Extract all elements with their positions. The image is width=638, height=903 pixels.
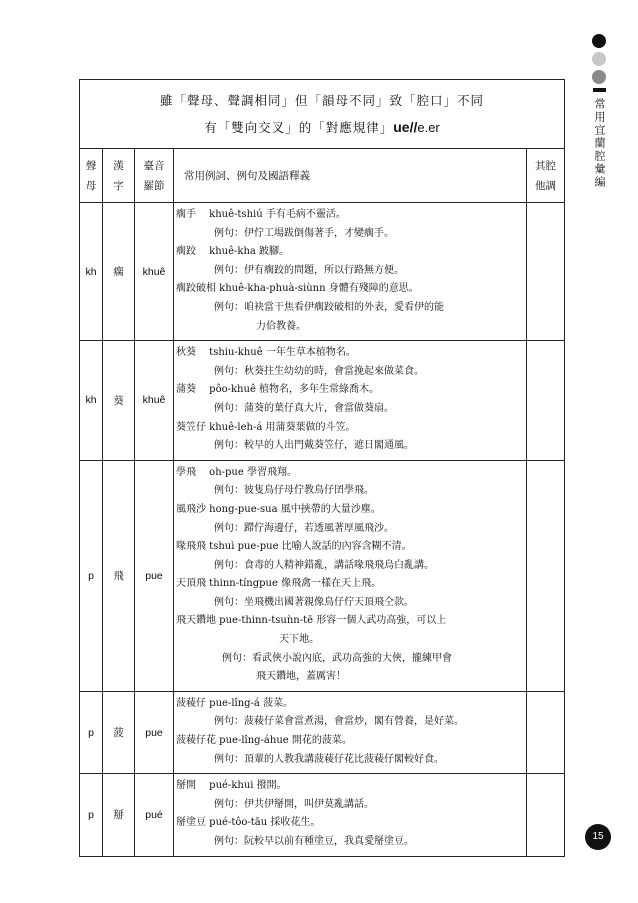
example-line: 天頂飛 thinn-tíngpue 像飛禽一樣在天上飛。 — [176, 578, 382, 590]
title-line-1: 雖「聲母、聲調相同」但「韻母不同」致「腔口」不同 — [159, 93, 484, 108]
example-line: 例句：蒲葵的葉仔真大片，會當做葵扇。 — [214, 402, 394, 414]
example-line: 例句：伊共伊掰開，叫伊莫亂講話。 — [214, 798, 374, 810]
side-tab — [586, 34, 612, 189]
example-line: 菠薐仔 pue-lîng-á 菠菜。 — [176, 697, 294, 709]
header-examples: 常用例詞、例句及國語釋義 — [174, 149, 527, 203]
row-other — [526, 691, 564, 773]
row-roman: pue — [135, 460, 174, 691]
table-row — [80, 460, 565, 691]
table-row — [80, 774, 565, 856]
row-roman: khuê — [135, 203, 174, 341]
example-line: 瘸跤破相 khuê-kha-phuà-siùnn 身體有殘障的意思。 — [176, 283, 419, 295]
row-examples — [174, 691, 527, 773]
row-roman: khuê — [135, 341, 174, 461]
example-line: 例句：頂輩的人教我講菠薐仔花比菠薐仔閣較好食。 — [214, 753, 444, 765]
vocab-table — [79, 79, 565, 857]
table-row — [80, 691, 565, 773]
example-line: 例句：菠薐仔菜會當煮湯，會當炒，閣有營養，是好菜。 — [214, 716, 464, 728]
example-line: 例句：坐飛機出國著親像鳥仔佇天頂飛仝款。 — [214, 596, 414, 608]
example-line: 瘸手 khuê-tshiú 手有毛病不靈活。 — [176, 209, 346, 220]
row-other — [526, 460, 564, 691]
example-line: 菠薐仔花 pue-lîng-áhue 開花的菠菜。 — [176, 735, 352, 747]
page-number: 15 — [585, 824, 611, 850]
example-line: 掰塗豆 pué-tôo-tāu 採收花生。 — [176, 817, 321, 829]
example-line: 天下地。 — [256, 634, 320, 646]
header-other-bottom: 他調 — [534, 179, 556, 192]
row-roman: pue — [135, 691, 174, 773]
row-other — [526, 203, 564, 341]
row-other — [526, 341, 564, 461]
title-line-2-suffix: e.er — [417, 120, 440, 135]
header-initial — [80, 149, 103, 203]
header-roman — [135, 149, 174, 203]
row-examples — [174, 460, 527, 691]
row-hanzi: 掰 — [103, 774, 135, 856]
example-line: 例句：彼隻鳥仔母佇教鳥仔囝學飛。 — [214, 485, 374, 497]
book-title-vertical: 常用宜蘭腔彙編 — [593, 98, 606, 189]
row-initial: kh — [80, 341, 103, 461]
example-line: 例句：阮較早以前有種塗豆，我真愛掰塗豆。 — [214, 836, 414, 847]
header-char-top: 漢 — [113, 159, 124, 172]
example-line: 瘸跤 khuê-kha 跛腳。 — [176, 246, 290, 258]
example-line: 秋葵 tshiu-khuê 一年生草本植物名。 — [176, 347, 356, 359]
row-examples — [174, 774, 527, 856]
row-initial: p — [80, 691, 103, 773]
example-line: 蒲葵 pôo-khuê 植物名，多年生常綠喬木。 — [176, 384, 380, 396]
dot-gray — [592, 70, 606, 84]
example-line: 例句：較早的人出門戴葵笠仔，遮日閣通風。 — [214, 440, 414, 452]
row-initial: kh — [80, 203, 103, 341]
header-initial-top: 聲 — [85, 159, 97, 172]
example-line: 例句：伊佇工場跋倒傷著手，才變瘸手。 — [214, 227, 394, 239]
header-other — [526, 149, 564, 203]
table-row — [80, 341, 565, 461]
row-roman: pué — [135, 774, 174, 856]
row-hanzi: 飛 — [103, 460, 135, 691]
title-line-2-prefix: 有「雙向交叉」的「對應規律」 — [204, 120, 394, 135]
table-title — [80, 80, 565, 149]
row-other — [526, 774, 564, 856]
example-line: 例句：伊有瘸跤的問題，所以行路無方便。 — [214, 264, 404, 276]
divider-bar — [593, 88, 606, 92]
table-row — [80, 203, 565, 341]
header-char — [103, 149, 135, 203]
title-line-2-bold: ue// — [393, 119, 418, 135]
header-initial-bottom: 母 — [85, 179, 97, 192]
header-roman-top: 臺音 — [143, 159, 165, 172]
example-line: 例句：食毒的人精神錯亂，講話喙飛飛烏白亂講。 — [214, 559, 434, 571]
example-line: 風飛沙 hong-pue-sua 風中挾帶的大量沙塵。 — [176, 503, 381, 515]
example-line: 例句：秋葵拄生幼幼的時，會當挽起來做菜食。 — [214, 365, 424, 377]
row-hanzi: 瘸 — [103, 203, 135, 341]
header-other-top: 其腔 — [534, 159, 556, 172]
example-line: 飛天鑽地 pue-thinn-tsuǹn-tē 形容一個人武功高強，可以上 — [176, 615, 447, 627]
row-initial: p — [80, 774, 103, 856]
row-initial: p — [80, 460, 103, 691]
example-line: 掰開 pué-khui 撥開。 — [176, 780, 287, 792]
example-line: 例句：蹛佇海邊仔，若透風著厚風飛沙。 — [214, 522, 394, 534]
example-line: 葵笠仔 khuê-leh-á 用蒲葵葉做的斗笠。 — [176, 421, 356, 433]
row-hanzi: 菠 — [103, 691, 135, 773]
header-char-bottom: 字 — [113, 179, 124, 192]
header-row — [80, 149, 565, 203]
example-line: 飛天鑽地，蓋厲害！ — [256, 671, 346, 683]
title-line-2 — [80, 114, 564, 141]
dot-light-gray — [592, 52, 606, 66]
dot-black — [592, 34, 606, 48]
row-hanzi: 葵 — [103, 341, 135, 461]
example-line: 力佮教養。 — [256, 320, 306, 332]
example-line: 例句：咱袂當干焦看伊瘸跤破相的外表，愛看伊的能 — [214, 301, 444, 313]
row-examples — [174, 341, 527, 461]
row-examples — [174, 203, 527, 341]
example-line: 喙飛飛 tshuì pue-pue 比喻人說話的內容含糊不清。 — [176, 541, 412, 553]
example-line: 例句：看武俠小說內底，武功高強的大俠，攏練甲會 — [222, 652, 452, 664]
example-line: 學飛 oh-pue 學習飛翔。 — [176, 466, 297, 478]
header-roman-bottom: 羅節 — [143, 179, 165, 192]
